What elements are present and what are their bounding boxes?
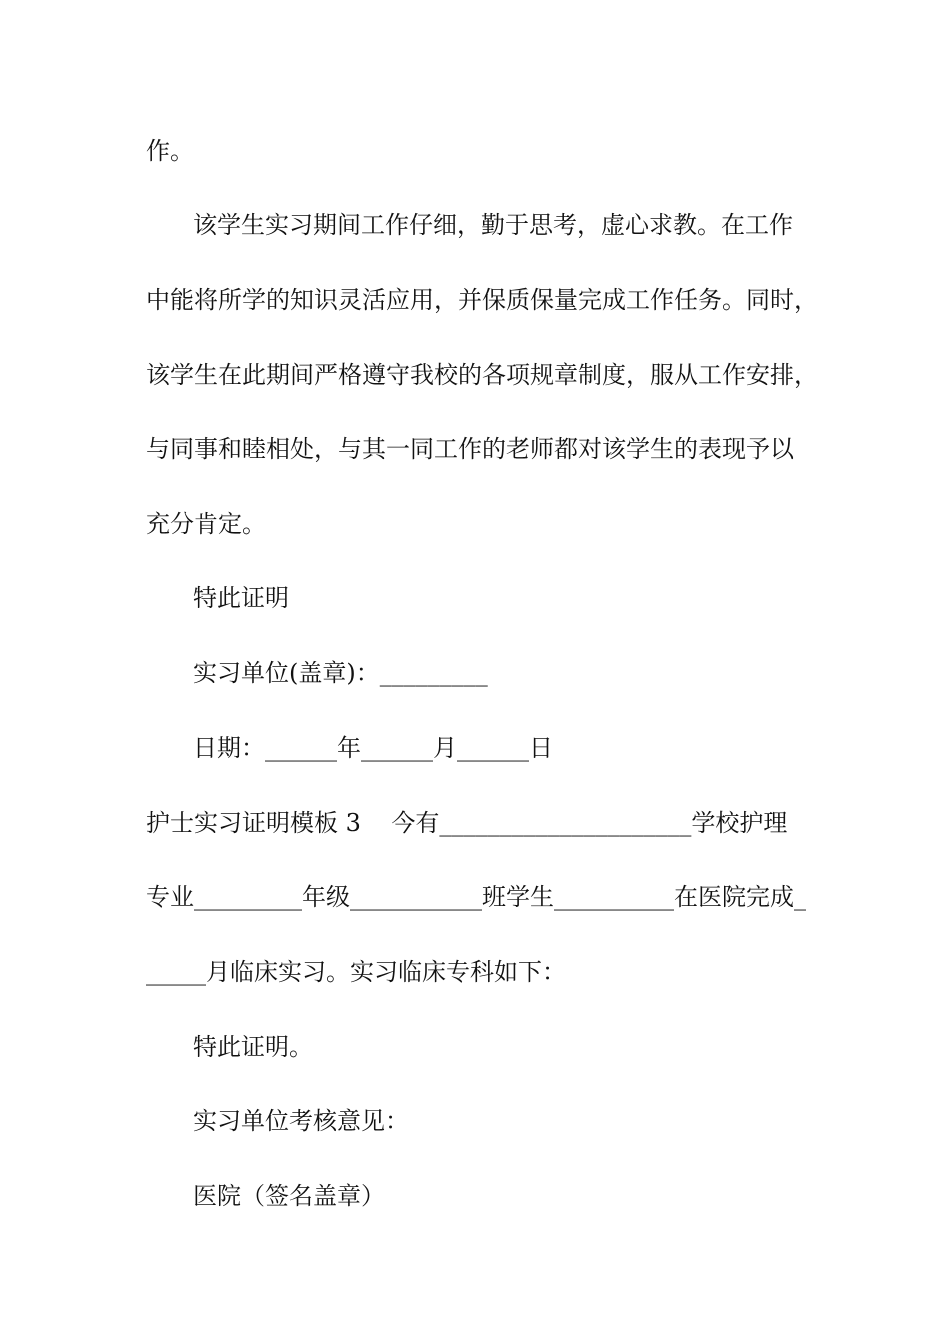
unit-assessment-label: 实习单位考核意见： [193,1107,409,1135]
template-3-line-3: _____月临床实习。实习临床专科如下： [146,958,566,986]
paragraph-line-3: 中能将所学的知识灵活应用，并保质保量完成工作任务。同时， [146,286,818,314]
paragraph-line-2: 该学生实习期间工作仔细，勤于思考，虚心求教。在工作 [193,211,793,239]
paragraph-line-1: 作。 [146,137,194,165]
template-3-line-2: 专业_________年级___________班学生__________在医院完成_ [146,883,806,911]
hospital-signature-label: 医院（签名盖章） [193,1182,385,1210]
paragraph-line-4: 该学生在此期间严格遵守我校的各项规章制度，服从工作安排， [146,361,818,389]
certify-text: 特此证明 [193,584,289,612]
date-field: 日期：______年______月______日 [193,734,553,762]
unit-seal-field: 实习单位(盖章)：_________ [193,659,488,687]
paragraph-line-5: 与同事和睦相处，与其一同工作的老师都对该学生的表现予以 [146,435,794,463]
certify-text-2: 特此证明。 [193,1033,313,1061]
paragraph-line-6: 充分肯定。 [146,510,266,538]
template-3-heading-line: 护士实习证明模板 3 今有_____________________学校护理 [146,809,788,837]
